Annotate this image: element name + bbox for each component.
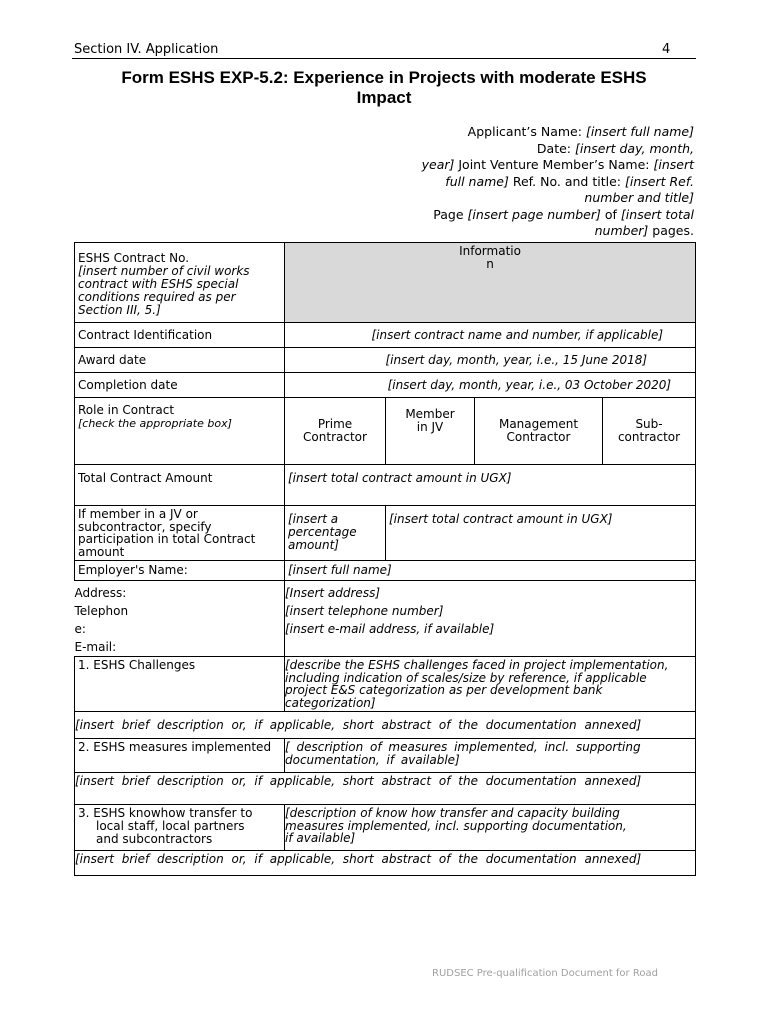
ref-label: Ref. No. and title:: [512, 173, 621, 189]
contact-labels-cell: [75, 581, 285, 657]
role-prime-contractor[interactable]: [285, 398, 386, 465]
brief-description-1: [insert brief description or, if applicable, short abstract of the documentation annexed]: [75, 712, 696, 739]
page-value: [insert page number]: [467, 206, 601, 222]
participation-label: If member in a JV or subcontractor, specify participation in total Contract amount: [75, 506, 285, 561]
header-rule: [72, 58, 696, 59]
footer-text: RUDSEC Pre-qualification Document for Road: [432, 968, 658, 979]
of-label: of: [604, 206, 617, 222]
table-row: [75, 398, 696, 465]
table-row: [75, 851, 696, 876]
table-row: [75, 465, 696, 506]
form-title-line-2: Impact: [356, 88, 412, 107]
table-row: [75, 561, 696, 581]
form-title: [72, 68, 696, 108]
role-management-label-2: Contractor: [506, 430, 571, 444]
telephone-label-2: e:: [74, 622, 86, 636]
contract-id-value: [insert contract name and number, if applicable]: [285, 323, 696, 348]
completion-date-label: Completion date: [75, 373, 285, 398]
brief-description-3: [insert brief description or, if applicable, short abstract of the documentation annexed]: [75, 851, 696, 876]
contact-values-cell: [285, 581, 696, 657]
page-number: 4: [662, 42, 671, 57]
table-row: [75, 773, 696, 805]
ref-value-1: [insert Ref.: [624, 173, 694, 189]
employer-label: Employer's Name:: [75, 561, 285, 581]
table-row: [75, 739, 696, 773]
email-value: [insert e-mail address, if available]: [285, 622, 495, 636]
information-header-2: n: [486, 257, 494, 271]
table-row: [75, 348, 696, 373]
jv-member-value-2: full name]: [445, 173, 509, 189]
role-cell: [75, 398, 285, 465]
telephone-label-1: Telephon: [74, 604, 129, 618]
award-date-label: Award date: [75, 348, 285, 373]
table-row: [75, 506, 696, 561]
total-pages-value: [insert total number]: [594, 206, 694, 238]
brief-description-2: [insert brief description or, if applicable, short abstract of the documentation annexed]: [75, 773, 696, 805]
total-amount-label: Total Contract Amount: [75, 465, 285, 506]
knowhow-label-1: 3. ESHS knowhow transfer to: [78, 806, 253, 820]
knowhow-label-cell: [75, 805, 285, 851]
knowhow-label-2: local staff, local partners: [96, 819, 245, 833]
award-date-value: [insert day, month, year, i.e., 15 June 2018]: [285, 348, 696, 373]
total-amount-value: [insert total contract amount in UGX]: [285, 465, 696, 506]
contract-id-label: Contract Identification: [75, 323, 285, 348]
contract-no-hint: [insert number of civil works contract with ESHS special conditions required as per Section III, 5.]: [78, 264, 250, 317]
applicant-info-block: [404, 124, 694, 240]
telephone-value: [insert telephone number]: [285, 604, 444, 618]
contract-no-label: ESHS Contract No.: [78, 251, 190, 265]
role-member-label-2: in JV: [416, 420, 444, 434]
address-label: Address:: [74, 586, 127, 600]
email-label: E-mail:: [74, 640, 117, 654]
participation-amount: [insert total contract amount in UGX]: [386, 506, 696, 561]
role-sub-label-2: contractor: [617, 430, 681, 444]
role-hint: [check the appropriate box]: [78, 417, 232, 430]
knowhow-value: [description of know how transfer and capacity building measures implemented, incl. supporting documentation, if available]: [285, 805, 696, 851]
table-row: [75, 581, 696, 657]
table-row: [75, 657, 696, 712]
role-prime-label-1: Prime: [317, 417, 353, 431]
date-value-1: [insert day, month,: [574, 140, 694, 156]
role-label: Role in Contract: [78, 403, 175, 417]
role-sub-label-1: Sub-: [635, 417, 663, 431]
participation-percent: [insert a percentage amount]: [285, 506, 386, 561]
table-row: [75, 712, 696, 739]
measures-label: 2. ESHS measures implemented: [75, 739, 285, 773]
information-header-1: Informatio: [459, 244, 521, 258]
page-label: Page: [433, 206, 464, 222]
pages-label: pages.: [652, 223, 694, 238]
jv-member-value-1: [insert: [653, 157, 694, 172]
jv-member-label: Joint Venture Member’s Name:: [458, 157, 650, 172]
table-row: [75, 243, 696, 323]
role-member-jv[interactable]: [386, 398, 475, 465]
employer-value: [insert full name]: [285, 561, 696, 581]
address-value: [Insert address]: [285, 586, 381, 600]
table-row: [75, 805, 696, 851]
applicant-name-value: [insert full name]: [585, 124, 694, 139]
table-row: [75, 373, 696, 398]
challenges-label: 1. ESHS Challenges: [75, 657, 285, 712]
role-prime-label-2: Contractor: [303, 430, 367, 444]
applicant-name-label: Applicant’s Name:: [467, 124, 582, 139]
measures-value: [ description of measures implemented, incl. supporting documentation, if available]: [285, 739, 696, 773]
information-header-cell: [285, 243, 696, 323]
completion-date-value: [insert day, month, year, i.e., 03 October 2020]: [285, 373, 696, 398]
challenges-value: [describe the ESHS challenges faced in project implementation, including indication of scales/size by reference, if applicable project E&S categorization as per development bank categorization]: [285, 657, 696, 712]
section-header: Section IV. Application: [74, 42, 219, 57]
role-member-label-1: Member: [405, 407, 455, 421]
table-row: [75, 323, 696, 348]
ref-value-2: number and title]: [584, 190, 694, 205]
knowhow-label-3: and subcontractors: [96, 832, 213, 846]
experience-form-table: [74, 242, 696, 876]
date-label: Date:: [536, 140, 571, 156]
role-subcontractor[interactable]: [603, 398, 696, 465]
role-management-contractor[interactable]: [475, 398, 603, 465]
contract-no-cell: [75, 243, 285, 323]
role-management-label-1: Management: [498, 417, 579, 431]
date-value-2: year]: [421, 157, 455, 172]
form-title-line-1: Form ESHS EXP-5.2: Experience in Projects with moderate ESHS: [121, 68, 647, 87]
